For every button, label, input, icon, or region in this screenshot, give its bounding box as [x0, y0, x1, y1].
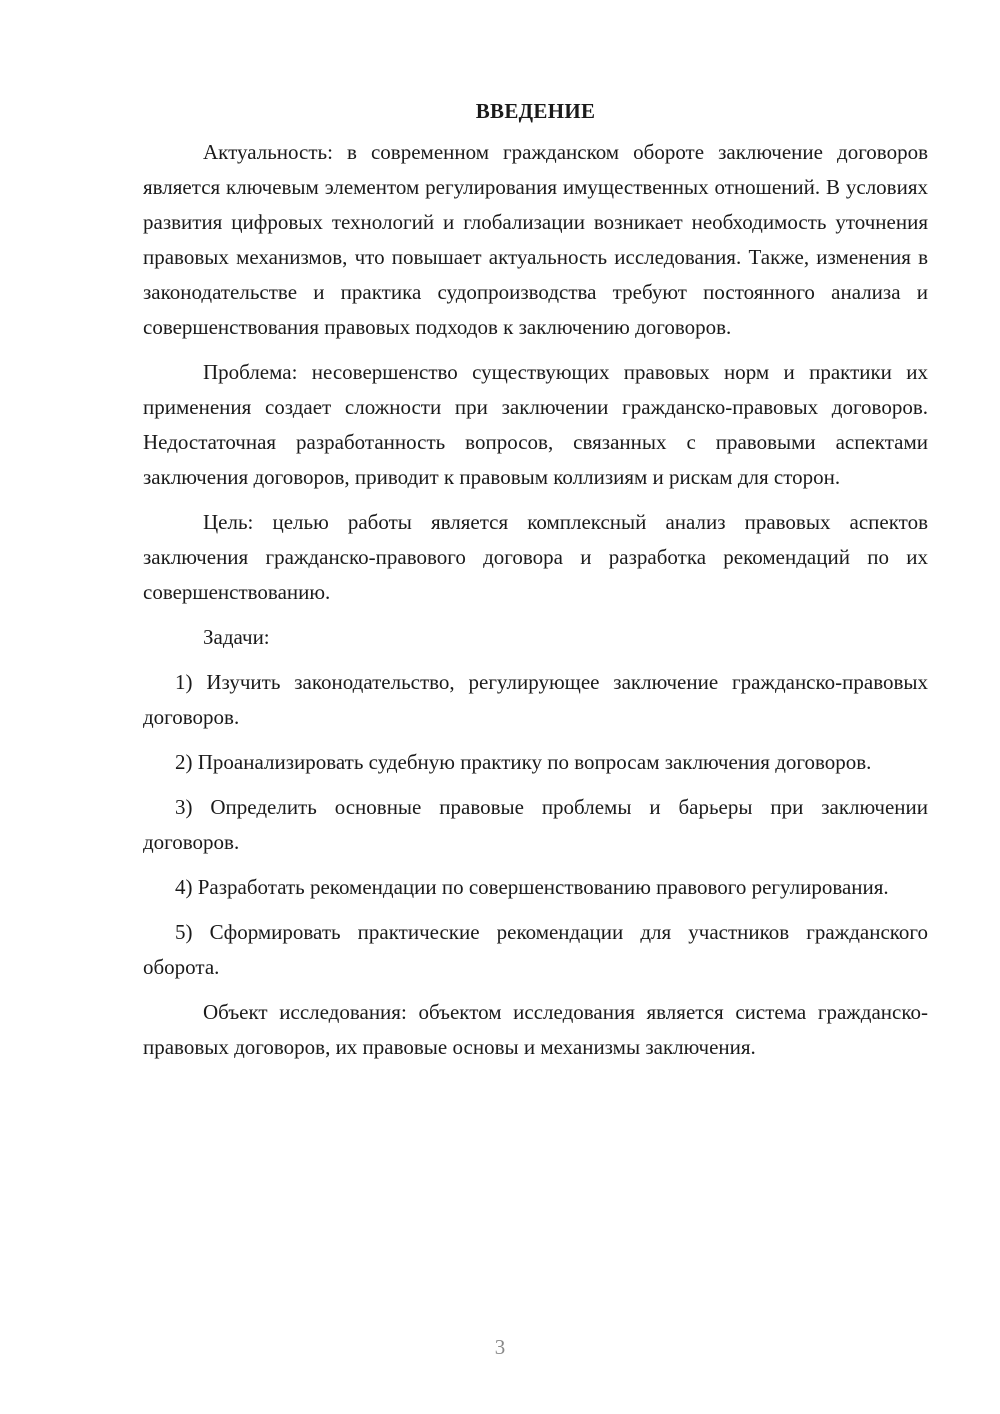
paragraph-problem: Проблема: несовершенство существующих правовых норм и практики их применения создает сложности при заключении гражданско-правовых договоров. Недостаточная разработанность вопросов, связанных с правовыми аспектами заключения договоров, приводит к правовым коллизиям и рискам для сторон. [143, 360, 928, 489]
section-title: ВВЕДЕНИЕ [475, 99, 596, 123]
document-page [143, 95, 928, 1075]
task-item-1: 1) Изучить законодательство, регулирующее заключение гражданско-правовых договоров. [143, 670, 928, 729]
task-item-4: 4) Разработать рекомендации по совершенствованию правового регулирования. [175, 875, 889, 899]
paragraph-object: Объект исследования: объектом исследования является система гражданско-правовых договоров, их правовые основы и механизмы заключения. [143, 1000, 928, 1059]
paragraph-goal: Цель: целью работы является комплексный анализ правовых аспектов заключения гражданско-правового договора и разработка рекомендаций по их совершенствованию. [143, 510, 928, 604]
task-item-2: 2) Проанализировать судебную практику по вопросам заключения договоров. [175, 750, 872, 774]
page-number: 3 [494, 1335, 506, 1359]
tasks-label: Задачи: [203, 625, 270, 649]
paragraph-relevance: Актуальность: в современном гражданском обороте заключение договоров является ключевым элементом регулирования имущественных отношений. В условиях развития цифровых технологий и глобализации возникает необходимость уточнения правовых механизмов, что повышает актуальность исследования. Также, изменения в законодательстве и практика судопроизводства требуют постоянного анализа и совершенствования правовых подходов к заключению договоров. [143, 140, 928, 339]
task-item-3: 3) Определить основные правовые проблемы и барьеры при заключении договоров. [143, 795, 928, 854]
task-item-5: 5) Сформировать практические рекомендации для участников гражданского оборота. [143, 920, 928, 979]
